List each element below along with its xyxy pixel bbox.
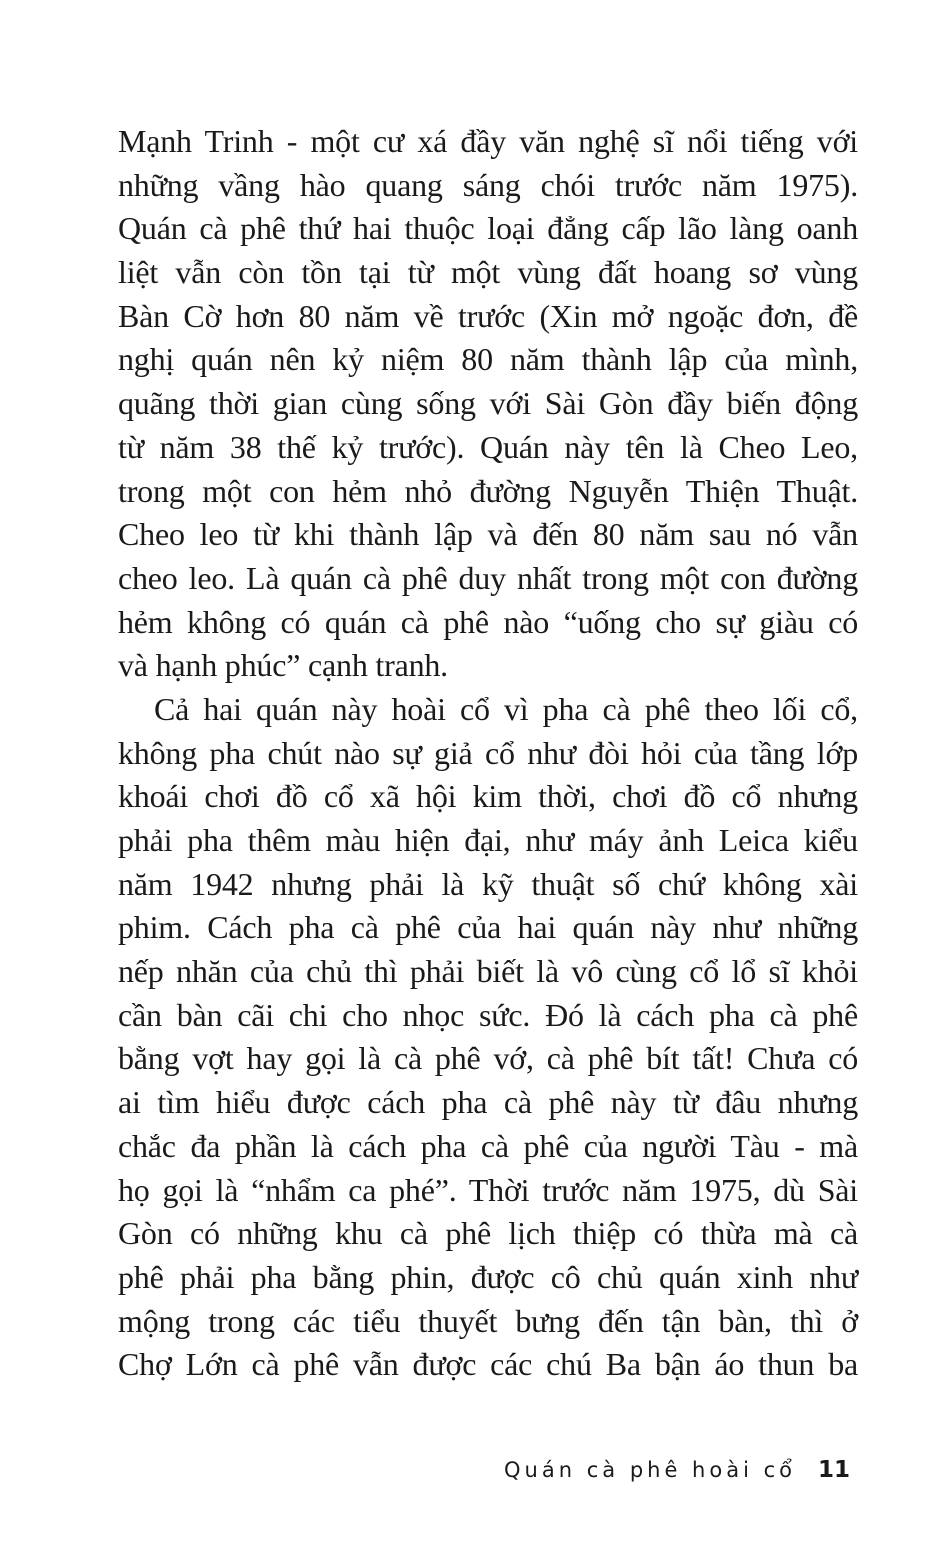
- paragraph-1: [118, 120, 858, 688]
- text-line: Bàn Cờ hơn 80 năm về trước (Xin mở ngoặc đơn, đề: [118, 297, 858, 334]
- text-line: trong một con hẻm nhỏ đường Nguyễn Thiện Thuật.: [118, 472, 858, 509]
- page-footer: [504, 1457, 850, 1483]
- text-line: khoái chơi đồ cổ xã hội kim thời, chơi đồ cổ nhưng: [118, 778, 858, 815]
- page-number: 11: [817, 1457, 850, 1483]
- text-line: những vầng hào quang sáng chói trước năm 1975).: [118, 166, 858, 203]
- text-line: và hạnh phúc” cạnh tranh.: [118, 647, 448, 684]
- text-line: bằng vợt hay gọi là cà phê vớ, cà phê bít tất! Chưa có: [118, 1040, 858, 1077]
- text-line: phải pha thêm màu hiện đại, như máy ảnh Leica kiểu: [118, 822, 858, 858]
- text-line: họ gọi là “nhẩm ca phé”. Thời trước năm 1975, dù Sài: [118, 1171, 858, 1208]
- text-line: năm 1942 nhưng phải là kỹ thuật số chứ không xài: [118, 865, 858, 902]
- text-line: mộng trong các tiểu thuyết bưng đến tận bàn, thì ở: [118, 1302, 858, 1339]
- text-line: Cả hai quán này hoài cổ vì pha cà phê theo lối cổ,: [154, 690, 858, 727]
- text-line: Quán cà phê thứ hai thuộc loại đẳng cấp lão làng oanh: [118, 210, 858, 247]
- text-line: phim. Cách pha cà phê của hai quán này như những: [118, 909, 858, 946]
- text-line: phê phải pha bằng phin, được cô chủ quán xinh như: [118, 1258, 858, 1295]
- text-line: chắc đa phần là cách pha cà phê của người Tàu - mà: [118, 1127, 858, 1164]
- text-line: nếp nhăn của chủ thì phải biết là vô cùng cổ lổ sĩ khỏi: [118, 953, 858, 990]
- text-line: hẻm không có quán cà phê nào “uống cho sự giàu có: [118, 603, 858, 640]
- running-title: Quán cà phê hoài cổ: [504, 1458, 796, 1482]
- text-line: liệt vẫn còn tồn tại từ một vùng đất hoang sơ vùng: [118, 254, 858, 291]
- text-line: cần bàn cãi chi cho nhọc sức. Đó là cách pha cà phê: [118, 996, 858, 1033]
- text-line: không pha chút nào sự giả cổ như đòi hỏi của tầng lớp: [118, 734, 858, 771]
- body-text: [118, 120, 858, 1387]
- text-line: từ năm 38 thế kỷ trước). Quán này tên là Cheo Leo,: [118, 428, 858, 465]
- text-line: cheo leo. Là quán cà phê duy nhất trong một con đường: [118, 559, 858, 596]
- text-line: Mạnh Trinh - một cư xá đầy văn nghệ sĩ nổi tiếng với: [118, 123, 858, 159]
- text-line: nghị quán nên kỷ niệm 80 năm thành lập của mình,: [118, 341, 858, 378]
- text-line: Chợ Lớn cà phê vẫn được các chú Ba bận áo thun ba: [118, 1346, 858, 1383]
- text-line: quãng thời gian cùng sống với Sài Gòn đầy biến động: [118, 385, 858, 422]
- text-line: ai tìm hiểu được cách pha cà phê này từ đâu nhưng: [118, 1084, 858, 1121]
- text-line: Cheo leo từ khi thành lập và đến 80 năm sau nó vẫn: [118, 516, 858, 553]
- paragraph-2: [118, 688, 858, 1387]
- text-line: Gòn có những khu cà phê lịch thiệp có thừa mà cà: [118, 1215, 858, 1252]
